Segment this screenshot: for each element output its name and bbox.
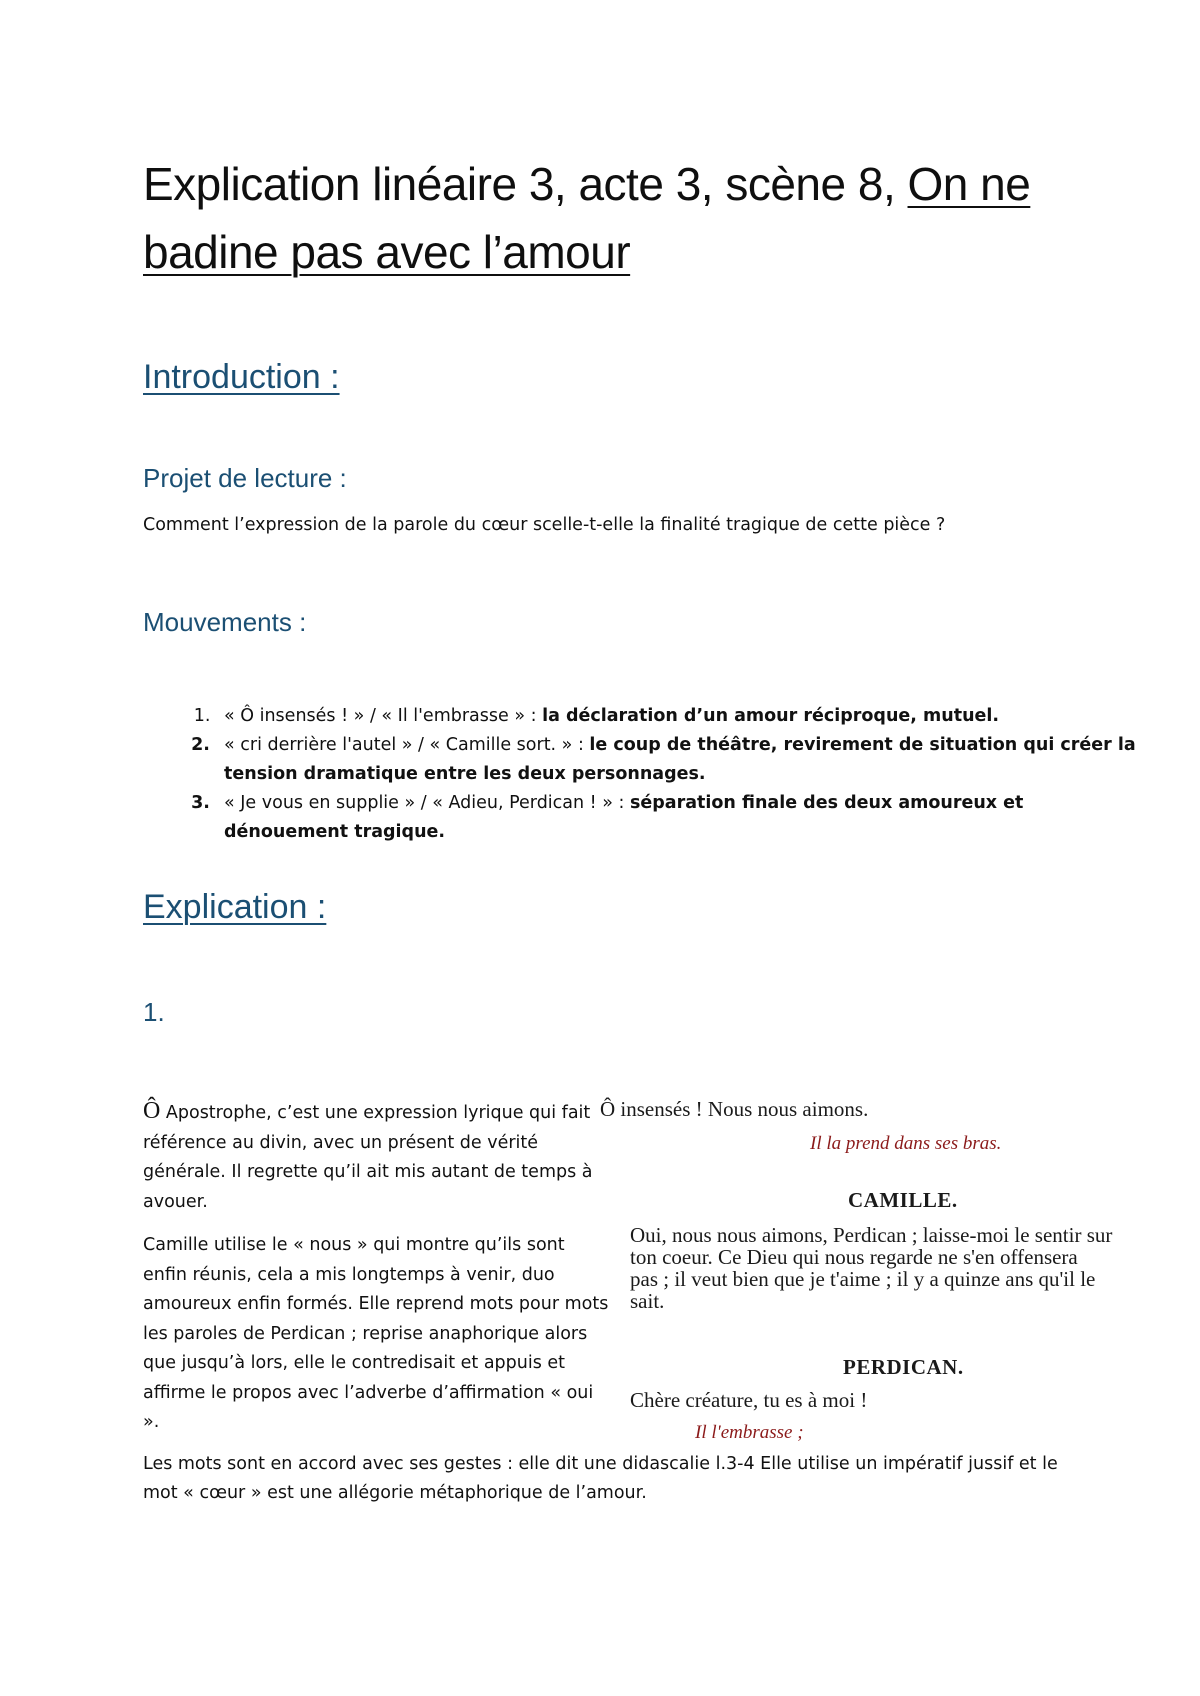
- mouvement-quote: « cri derrière l'autel » / « Camille sort. » :: [224, 735, 590, 755]
- excerpt-line: ton coeur. Ce Dieu qui nous regarde ne s'en offensera: [630, 1245, 1078, 1269]
- title-work: On ne badine pas avec l’amour: [143, 158, 1031, 278]
- projet-heading: Projet de lecture :: [143, 463, 347, 493]
- introduction-heading: Introduction :: [143, 358, 340, 396]
- excerpt-line: Ô insensés ! Nous nous aimons.: [600, 1097, 869, 1121]
- projet-text: Comment l’expression de la parole du cœur scelle-t-elle la finalité tragique de cette pièce ?: [143, 515, 946, 535]
- excerpt-line: Oui, nous nous aimons, Perdican ; laisse-moi le sentir sur: [630, 1223, 1113, 1247]
- stage-direction: Il la prend dans ses bras.: [810, 1133, 1002, 1154]
- excerpt-line: Chère créature, tu es à moi !: [630, 1388, 868, 1412]
- mouvement-summary: séparation finale des deux amoureux et dénouement tragique.: [224, 793, 1024, 842]
- excerpt-line: pas ; il veut bien que je t'aime ; il y a quinze ans qu'il le: [630, 1267, 1096, 1291]
- explication-heading: Explication :: [143, 888, 327, 926]
- analysis-text-1: Apostrophe, c’est une expression lyrique qui fait référence au divin, avec un présent de vérité générale. Il regrette qu’il ait mis autant de temps à avouer.: [143, 1103, 593, 1212]
- part-number: 1.: [143, 997, 165, 1027]
- analysis-paragraph-3: Les mots sont en accord avec ses gestes : elle dit une didascalie l.3-4 Elle utilise un impératif jussif et le mot « cœur » est une allégorie métaphorique de l’amour.: [143, 1454, 1058, 1503]
- mouvement-quote: « Je vous en supplie » / « Adieu, Perdican ! » :: [224, 793, 630, 813]
- stage-direction: Il l'embrasse ;: [695, 1422, 804, 1443]
- title-main: Explication linéaire 3, acte 3, scène 8,: [143, 158, 908, 210]
- o-letter: Ô: [143, 1098, 161, 1124]
- list-item: [216, 789, 1136, 847]
- speaker-name: CAMILLE.: [848, 1188, 958, 1212]
- page-title: [143, 150, 1063, 286]
- mouvement-summary: la déclaration d’un amour réciproque, mutuel.: [542, 706, 1000, 726]
- analysis-paragraph-2: Camille utilise le « nous » qui montre qu’ils sont enfin réunis, cela a mis longtemps à venir, duo amoureux enfin formés. Elle reprend mots pour mots les paroles de Perdican ; reprise anaphorique alors que jusqu’à lors, elle le contredisait et appuis et affirme le propos avec l’adverbe d’affirmation « oui ».: [143, 1235, 609, 1432]
- mouvements-heading: Mouvements :: [143, 607, 307, 637]
- mouvement-quote: « Ô insensés ! » / « Il l'embrasse » :: [224, 706, 543, 726]
- analysis-paragraph-1: [143, 1097, 613, 1217]
- list-item: [216, 702, 1136, 731]
- analysis-column: [143, 1097, 613, 1452]
- excerpt-line: sait.: [630, 1289, 665, 1313]
- mouvement-summary: le coup de théâtre, revirement de situation qui créer la tension dramatique entre les deux personnages.: [224, 735, 1136, 784]
- list-item: [216, 731, 1136, 789]
- speaker-name: PERDICAN.: [843, 1355, 964, 1379]
- mouvements-list: [170, 702, 1136, 847]
